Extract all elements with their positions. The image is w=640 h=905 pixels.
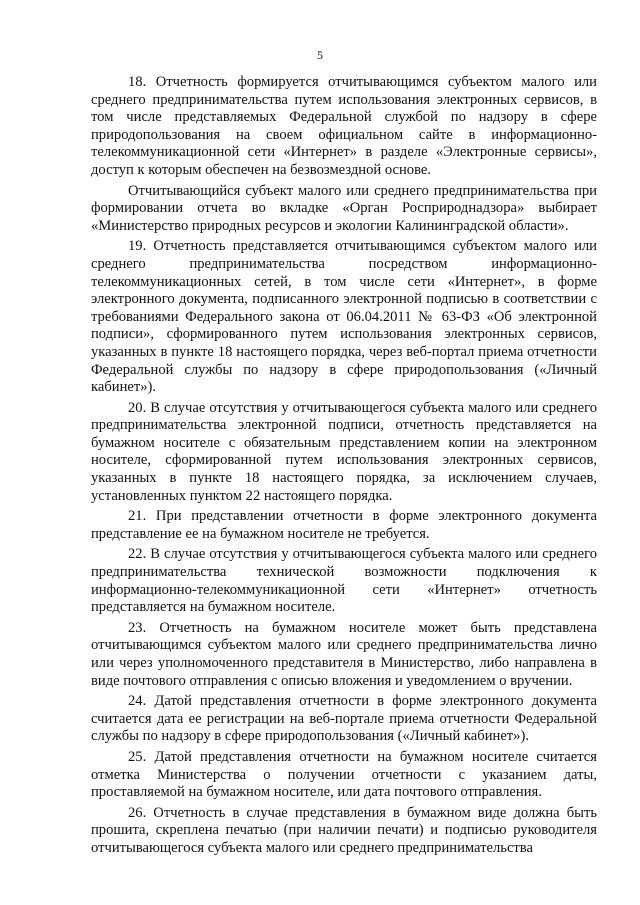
paragraph-22: 22. В случае отсутствия у отчитывающегося субъекта малого или среднего предпринимательства технической возможности подключения к информационно-телекоммуникационной сети «Интернет» отчетность представляется на бумажном носителе. — [91, 546, 597, 616]
document-body — [91, 74, 597, 861]
paragraph-26: 26. Отчетность в случае представления в бумажном виде должна быть прошита, скреплена печатью (при наличии печати) и подписью руководителя отчитывающегося субъекта малого или среднего предпринимательства — [91, 804, 597, 856]
paragraph-18-note: Отчитывающийся субъект малого или среднего предпринимательства при формировании отчета во вкладке «Орган Росприроднадзора» выбирает «Министерство природных ресурсов и экологии Калининградской области». — [91, 182, 597, 234]
paragraph-25: 25. Датой представления отчетности на бумажном носителе считается отметка Министерства о получении отчетности с указанием даты, проставляемой на бумажном носителе, или дата почтового отправления. — [91, 748, 597, 801]
page-number: 5 — [317, 48, 323, 62]
paragraph-20: 20. В случае отсутствия у отчитывающегося субъекта малого или среднего предпринимательства электронной подписи, отчетность представляется на бумажном носителе с обязательным представлением копии на электронном носителе, сформированной путем использования электронных сервисов, указанных в пункте 18 настоящего порядка, за исключением случаев, установленных пунктом 22 настоящего порядка. — [91, 399, 597, 504]
paragraph-18: 18. Отчетность формируется отчитывающимся субъектом малого или среднего предпринимательства путем использования электронных сервисов, в том числе представляемых Федеральной службой по надзору в сфере природопользования на своем официальном сайте в информационно-телекоммуникационной сети «Интернет» в разделе «Электронные сервисы», доступ к которым обеспечен на безвозмездной основе. — [91, 74, 597, 178]
paragraph-19: 19. Отчетность представляется отчитывающимся субъектом малого или среднего предпринимательства посредством информационно-телекоммуникационных сетей, в том числе сети «Интернет», в форме электронного документа, подписанного электронной подписью в соответствии с требованиями Федерального закона от 06.04.2011 № 63-ФЗ «Об электронной подписи», сформированного путем использования электронных сервисов, указанных в пункте 18 настоящего порядка, через веб-портал приема отчетности Федеральной службы по надзору в сфере природопользования («Личный кабинет»). — [91, 238, 597, 396]
paragraph-24: 24. Датой представления отчетности в форме электронного документа считается дата ее регистрации на веб-портале приема отчетности Федеральной службы по надзору в сфере природопользования («Личный кабинет»). — [91, 693, 597, 745]
paragraph-21: 21. При представлении отчетности в форме электронного документа представление ее на бумажном носителе не требуется. — [91, 508, 597, 542]
paragraph-23: 23. Отчетность на бумажном носителе может быть представлена отчитывающимся субъектом малого или среднего предпринимательства лично или через уполномоченного представителя в Министерство, либо направлена в виде почтового отправления с описью вложения и уведомлением о вручении. — [91, 619, 597, 689]
